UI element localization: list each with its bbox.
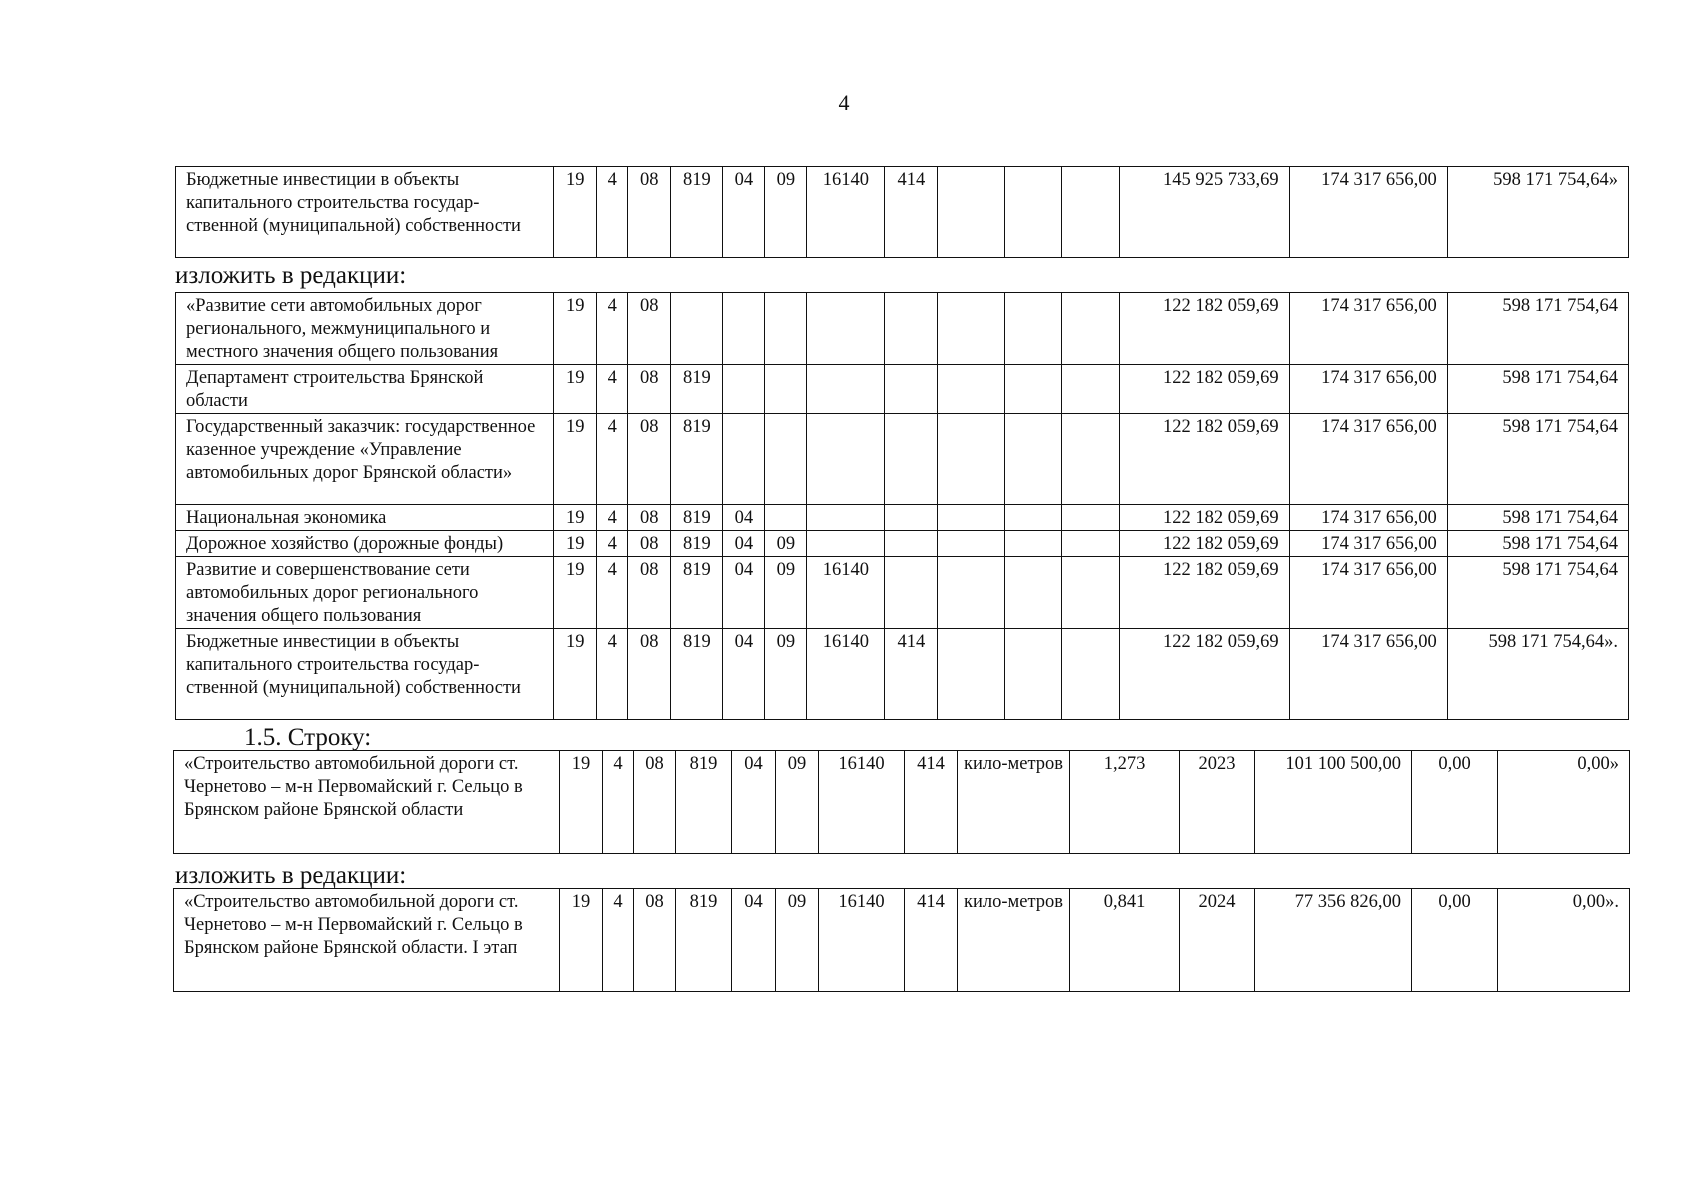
table-cell: [1005, 505, 1061, 531]
table-cell: 4: [597, 167, 628, 258]
table-road-original: [173, 750, 1630, 854]
table-cell: [885, 505, 938, 531]
table-cell: [938, 557, 1005, 629]
table-cell: 08: [628, 293, 671, 365]
table-cell: Департамент строительства Брянской области: [176, 365, 554, 414]
table-cell: 819: [671, 167, 723, 258]
table-cell: 174 317 656,00: [1289, 293, 1447, 365]
table-cell: 598 171 754,64: [1447, 365, 1628, 414]
table-cell: кило-метров: [958, 889, 1070, 992]
table-cell: [1005, 629, 1061, 720]
table-cell: 819: [671, 557, 723, 629]
table-cell: 174 317 656,00: [1289, 167, 1447, 258]
table-cell: [1061, 414, 1119, 505]
table-cell: 598 171 754,64: [1447, 557, 1628, 629]
table-cell: [807, 293, 885, 365]
table-cell: 122 182 059,69: [1119, 557, 1289, 629]
table-cell: Развитие и совершенствование сети автомобильных дорог регионального значения общего пользования: [176, 557, 554, 629]
table-cell: [938, 365, 1005, 414]
table-cell: 19: [554, 293, 597, 365]
table-cell: [807, 531, 885, 557]
table-cell: [807, 414, 885, 505]
table-cell: 04: [723, 531, 765, 557]
table-cell: [938, 167, 1005, 258]
table-cell: 0,841: [1070, 889, 1180, 992]
table-cell: 09: [765, 629, 807, 720]
table-cell: [938, 629, 1005, 720]
table-cell: Национальная экономика: [176, 505, 554, 531]
table-cell: 08: [628, 414, 671, 505]
table-cell: 598 171 754,64: [1447, 414, 1628, 505]
table-row: [176, 629, 1629, 720]
table-cell: 598 171 754,64: [1447, 293, 1628, 365]
table-cell: 04: [732, 889, 776, 992]
table-cell: 4: [597, 557, 628, 629]
table-cell: 122 182 059,69: [1119, 531, 1289, 557]
table-cell: [938, 505, 1005, 531]
table-row: [176, 505, 1629, 531]
table-cell: [885, 531, 938, 557]
table-cell: 0,00».: [1498, 889, 1630, 992]
table-cell: [723, 414, 765, 505]
table-row: [176, 414, 1629, 505]
table-cell: 08: [628, 557, 671, 629]
table-row: [176, 557, 1629, 629]
table-cell: 16140: [819, 889, 905, 992]
table-cell: [723, 293, 765, 365]
table-cell: [765, 414, 807, 505]
table-cell: [938, 531, 1005, 557]
table-cell: «Развитие сети автомобильных дорог регионального, межмуниципального и местного значения общего пользования: [176, 293, 554, 365]
table-cell: [1061, 629, 1119, 720]
table-cell: 09: [776, 889, 819, 992]
table-cell: 4: [603, 751, 634, 854]
table-cell: 19: [554, 365, 597, 414]
table-cell: 4: [597, 365, 628, 414]
table-road-restated: [173, 888, 1630, 992]
table-row: [176, 293, 1629, 365]
table-cell: 4: [597, 414, 628, 505]
table-cell: 145 925 733,69: [1119, 167, 1289, 258]
table-cell: 16140: [807, 629, 885, 720]
section-heading: 1.5. Строку:: [244, 724, 372, 751]
table-cell: [885, 557, 938, 629]
table-cell: 598 171 754,64».: [1447, 629, 1628, 720]
table-cell: Дорожное хозяйство (дорожные фонды): [176, 531, 554, 557]
table-cell: «Строительство автомобильной дороги ст. Чернетово – м-н Первомайский г. Сельцо в Брянском районе Брянской области. I этап: [174, 889, 560, 992]
table-cell: 19: [554, 531, 597, 557]
table-cell: 819: [671, 414, 723, 505]
table-cell: 0,00: [1412, 889, 1498, 992]
table-cell: 174 317 656,00: [1289, 531, 1447, 557]
table-cell: 598 171 754,64: [1447, 505, 1628, 531]
table-cell: 0,00»: [1498, 751, 1630, 854]
table-cell: 77 356 826,00: [1255, 889, 1412, 992]
table-cell: 101 100 500,00: [1255, 751, 1412, 854]
table-cell: 414: [905, 751, 958, 854]
table-cell: [1005, 531, 1061, 557]
table-cell: [1005, 167, 1061, 258]
table-cell: 414: [885, 629, 938, 720]
table-row: [176, 365, 1629, 414]
table-cell: 16140: [807, 167, 885, 258]
table-cell: 4: [597, 293, 628, 365]
table-cell: 819: [676, 889, 732, 992]
table-cell: 04: [732, 751, 776, 854]
table-cell: 819: [671, 365, 723, 414]
table-cell: 04: [723, 629, 765, 720]
table-cell: 819: [671, 531, 723, 557]
table-cell: 19: [554, 167, 597, 258]
table-row: [174, 889, 1630, 992]
table-cell: 598 171 754,64»: [1447, 167, 1628, 258]
table-cell: [807, 505, 885, 531]
table-cell: 1,273: [1070, 751, 1180, 854]
table-cell: 819: [676, 751, 732, 854]
table-cell: 122 182 059,69: [1119, 293, 1289, 365]
table-cell: [1061, 293, 1119, 365]
table-cell: [1061, 167, 1119, 258]
table-cell: [938, 293, 1005, 365]
table-cell: [885, 365, 938, 414]
page-number: 4: [838, 90, 850, 115]
table-row: [176, 531, 1629, 557]
table-cell: 4: [597, 505, 628, 531]
table-cell: 09: [765, 531, 807, 557]
table-cell: 19: [560, 889, 603, 992]
table-cell: 19: [554, 505, 597, 531]
table-cell: 16140: [819, 751, 905, 854]
table-cell: 19: [554, 557, 597, 629]
table-cell: [1005, 293, 1061, 365]
table-cell: 04: [723, 557, 765, 629]
table-cell: 09: [765, 557, 807, 629]
table-cell: [671, 293, 723, 365]
table-cell: 19: [554, 629, 597, 720]
table-cell: 08: [628, 167, 671, 258]
table-cell: 08: [628, 365, 671, 414]
table-cell: Государственный заказчик: государственное казенное учреждение «Управление автомобильных дорог Брянской области»: [176, 414, 554, 505]
table-cell: [1005, 414, 1061, 505]
table-cell: кило-метров: [958, 751, 1070, 854]
table-cell: 08: [628, 505, 671, 531]
table-cell: 174 317 656,00: [1289, 505, 1447, 531]
table-original-row: [175, 166, 1629, 258]
table-cell: 122 182 059,69: [1119, 629, 1289, 720]
table-cell: 08: [634, 889, 676, 992]
table-cell: 04: [723, 167, 765, 258]
table-cell: [885, 293, 938, 365]
table-restated-rows: [175, 292, 1629, 720]
table-cell: «Строительство автомобильной дороги ст. Чернетово – м-н Первомайский г. Сельцо в Брянском районе Брянской области: [174, 751, 560, 854]
table-cell: 04: [723, 505, 765, 531]
table-cell: 819: [671, 629, 723, 720]
table-cell: 09: [765, 167, 807, 258]
table-cell: 174 317 656,00: [1289, 557, 1447, 629]
table-cell: 598 171 754,64: [1447, 531, 1628, 557]
table-cell: 2024: [1180, 889, 1255, 992]
table-cell: 19: [554, 414, 597, 505]
table-cell: [723, 365, 765, 414]
table-cell: 122 182 059,69: [1119, 505, 1289, 531]
table-cell: [765, 505, 807, 531]
table-cell: [1061, 365, 1119, 414]
table-cell: 08: [634, 751, 676, 854]
table-cell: 819: [671, 505, 723, 531]
table-cell: 0,00: [1412, 751, 1498, 854]
table-cell: Бюджетные инвестиции в объекты капитального строительства государ-ственной (муниципальной) собственности: [176, 629, 554, 720]
table-cell: 414: [885, 167, 938, 258]
table-row: [174, 751, 1630, 854]
table-cell: 2023: [1180, 751, 1255, 854]
table-cell: 174 317 656,00: [1289, 414, 1447, 505]
table-cell: 09: [776, 751, 819, 854]
table-row: [176, 167, 1629, 258]
table-cell: [1061, 505, 1119, 531]
table-cell: [1061, 531, 1119, 557]
table-cell: [1005, 557, 1061, 629]
table-cell: [765, 365, 807, 414]
table-cell: [885, 414, 938, 505]
table-cell: 174 317 656,00: [1289, 365, 1447, 414]
table-cell: 174 317 656,00: [1289, 629, 1447, 720]
table-cell: 4: [597, 629, 628, 720]
table-cell: [1061, 557, 1119, 629]
table-cell: 08: [628, 629, 671, 720]
table-cell: 414: [905, 889, 958, 992]
table-cell: [1005, 365, 1061, 414]
table-cell: 4: [603, 889, 634, 992]
table-cell: 19: [560, 751, 603, 854]
restate-heading: изложить в редакции:: [175, 862, 407, 889]
table-cell: Бюджетные инвестиции в объекты капитального строительства государ-ственной (муниципальной) собственности: [176, 167, 554, 258]
table-cell: 16140: [807, 557, 885, 629]
table-cell: 122 182 059,69: [1119, 414, 1289, 505]
table-cell: [807, 365, 885, 414]
table-cell: 08: [628, 531, 671, 557]
table-cell: [765, 293, 807, 365]
table-cell: [938, 414, 1005, 505]
table-cell: 4: [597, 531, 628, 557]
restate-heading: изложить в редакции:: [175, 262, 407, 289]
table-cell: 122 182 059,69: [1119, 365, 1289, 414]
